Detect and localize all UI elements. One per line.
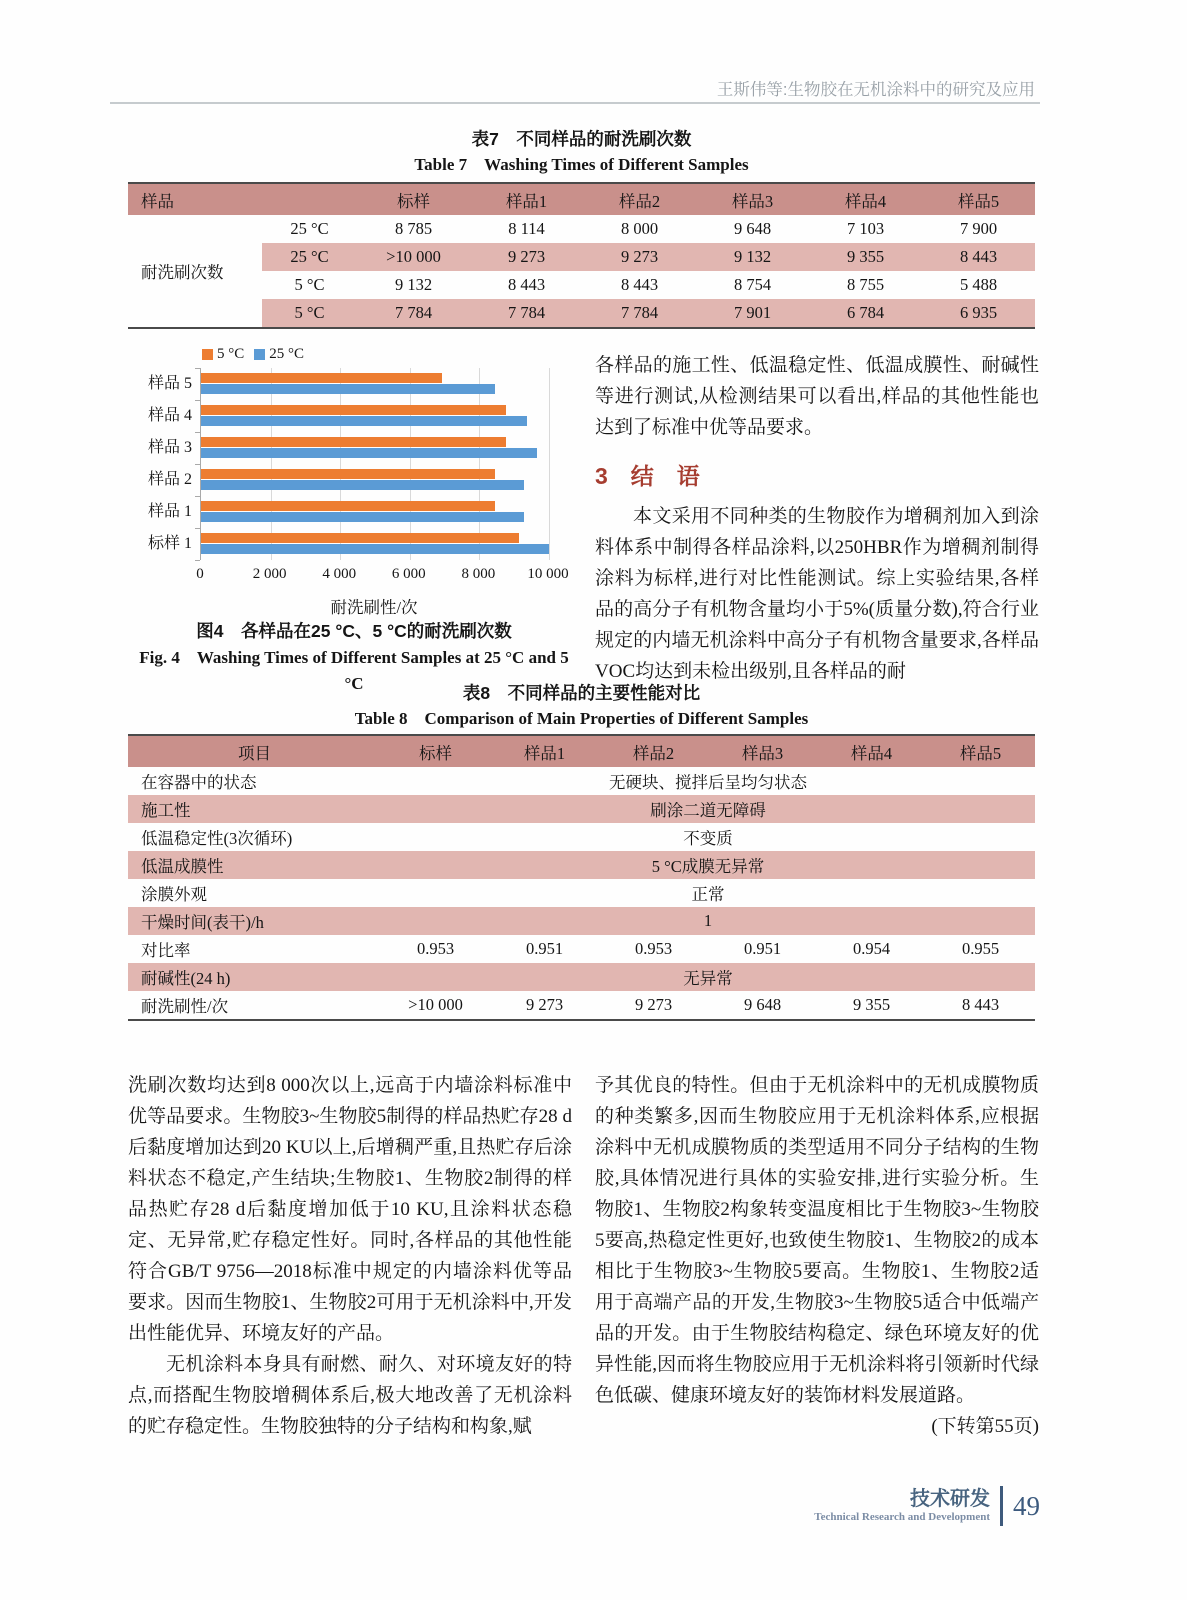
value-cell: 6 784 bbox=[809, 299, 922, 328]
label-cell: 干燥时间(表干)/h bbox=[128, 907, 381, 935]
x-tick-label: 10 000 bbox=[527, 566, 569, 582]
value-cell: 9 648 bbox=[743, 995, 782, 1014]
gridline bbox=[479, 368, 480, 560]
header-rule bbox=[110, 102, 1040, 104]
value-cell: 8 114 bbox=[508, 219, 545, 238]
legend-swatch bbox=[254, 349, 265, 360]
label-cell: 对比率 bbox=[141, 941, 191, 960]
figure-caption-en: Fig. 4 Washing Times of Different Samples at 25 °C and 5 °C bbox=[139, 648, 569, 693]
figure-caption-cn: 图4 各样品在25 °C、5 °C的耐洗刷次数 bbox=[196, 621, 512, 641]
value-cell: 8 754 bbox=[733, 275, 772, 294]
label-cell: 涂膜外观 bbox=[141, 885, 207, 904]
gridline bbox=[549, 368, 550, 560]
value-cell: 9 273 bbox=[583, 243, 696, 271]
legend-swatch bbox=[202, 349, 213, 360]
footer-divider bbox=[1000, 1486, 1003, 1526]
x-tick-label: 0 bbox=[196, 566, 204, 582]
table8-caption-cn: 表8 不同样品的主要性能对比 bbox=[462, 683, 701, 703]
span-value-cell: 5 °C成膜无异常 bbox=[381, 851, 1035, 879]
value-cell: 9 273 bbox=[470, 243, 583, 271]
legend-label: 25 °C bbox=[269, 346, 305, 362]
table-row bbox=[128, 183, 1035, 215]
value-cell: 0.951 bbox=[743, 939, 782, 958]
header-cell: 标样 bbox=[381, 735, 490, 767]
category-axis-tick bbox=[195, 560, 200, 561]
footer-section-en: Technical Research and Development bbox=[814, 1511, 990, 1523]
table-row bbox=[128, 767, 1035, 795]
chart-legend bbox=[202, 346, 304, 363]
table7-head bbox=[128, 183, 1035, 215]
category-axis-tick bbox=[195, 400, 200, 401]
table-row bbox=[128, 215, 1035, 243]
bar bbox=[201, 384, 495, 394]
span-value-cell: 刷涂二道无障碍 bbox=[381, 795, 1035, 823]
value-cell: >10 000 bbox=[408, 995, 463, 1014]
bar bbox=[201, 544, 549, 554]
page-number: 49 bbox=[1013, 1490, 1040, 1521]
bar bbox=[201, 437, 506, 447]
value-cell: 8 443 bbox=[922, 243, 1035, 271]
x-tick-label: 8 000 bbox=[461, 566, 496, 582]
value-cell: 9 355 bbox=[809, 243, 922, 271]
legend-item bbox=[254, 346, 304, 363]
legend-item bbox=[202, 346, 244, 363]
footer-section bbox=[814, 1488, 990, 1524]
value-cell: 9 132 bbox=[394, 275, 433, 294]
table-row bbox=[128, 299, 1035, 328]
paragraph-other-properties: 各样品的施工性、低温稳定性、低温成膜性、耐碱性等进行测试,从检测结果可以看出,样品的其他性能也达到了标准中优等品要求。 bbox=[595, 355, 1039, 438]
bar bbox=[201, 416, 527, 426]
table-row bbox=[128, 735, 1035, 767]
value-cell: 0.954 bbox=[852, 939, 891, 958]
bar bbox=[201, 448, 537, 458]
table7 bbox=[128, 182, 1035, 329]
label-cell: 施工性 bbox=[128, 795, 381, 823]
value-cell: 8 443 bbox=[620, 275, 659, 294]
value-cell: 7 784 bbox=[470, 299, 583, 328]
bar bbox=[201, 512, 524, 522]
x-tick-label: 4 000 bbox=[322, 566, 357, 582]
table8-caption bbox=[128, 680, 1035, 732]
table7-caption-cn: 表7 不同样品的耐洗刷次数 bbox=[471, 129, 692, 149]
header-cell: 样品2 bbox=[599, 735, 708, 767]
bar bbox=[201, 405, 506, 415]
table-row bbox=[128, 991, 1035, 1020]
paragraph-outlook bbox=[595, 1070, 1039, 1437]
header-cell: 样品5 bbox=[926, 735, 1035, 767]
category-label: 样品 4 bbox=[147, 407, 192, 424]
bar bbox=[201, 501, 495, 511]
footer-section-cn: 技术研发 bbox=[910, 1488, 990, 1510]
paragraph-wash-results: 洗刷次数均达到8 000次以上,远高于内墙涂料标准中优等品要求。生物胶3~生物胶5制得的样品热贮存28 d后黏度增加达到20 KU以上,后增稠严重,且热贮存后涂料状态不稳定,产生结块;生物胶1、生物胶2制得的样品热贮存28 d后黏度增加低于10 KU,且涂料状态稳定、无异常,贮存稳定性好。同时,各样品的其他性能符合GB/T 9756—2018标准中规定的内墙涂料优等品要求。因而生物胶1、生物胶2可用于无机涂料中,开发出性能优异、环境友好的产品。 bbox=[128, 1075, 572, 1344]
value-cell: 8 000 bbox=[620, 219, 659, 238]
category-label: 样品 1 bbox=[147, 503, 192, 520]
table-row bbox=[128, 935, 1035, 963]
bottom-left-column bbox=[128, 1070, 572, 1442]
value-cell: 9 355 bbox=[852, 995, 891, 1014]
x-axis-label: 耐洗刷性/次 bbox=[330, 598, 418, 617]
bottom-right-column bbox=[595, 1070, 1039, 1442]
value-cell: 0.955 bbox=[961, 939, 1000, 958]
value-cell: 9 648 bbox=[733, 219, 772, 238]
label-cell: 低温成膜性 bbox=[128, 851, 381, 879]
value-cell: 9 132 bbox=[696, 243, 809, 271]
value-cell: 8 785 bbox=[394, 219, 433, 238]
value-cell: 7 901 bbox=[696, 299, 809, 328]
header-cell: 标样 bbox=[357, 183, 470, 215]
value-cell: 7 784 bbox=[357, 299, 470, 328]
header-cell: 样品2 bbox=[583, 183, 696, 215]
value-cell: 0.953 bbox=[634, 939, 673, 958]
header-cell: 样品1 bbox=[470, 183, 583, 215]
category-label: 样品 2 bbox=[147, 471, 192, 488]
washing-times-chart bbox=[128, 342, 580, 693]
span-value-cell: 1 bbox=[381, 907, 1035, 935]
row-group-cell: 耐洗刷次数 bbox=[128, 215, 262, 328]
bar bbox=[201, 373, 442, 383]
gridline bbox=[271, 368, 272, 560]
table-row bbox=[128, 851, 1035, 879]
continuation-note: (下转第55页) bbox=[931, 1416, 1039, 1437]
table-row bbox=[128, 795, 1035, 823]
header-cell: 样品1 bbox=[490, 735, 599, 767]
category-axis-tick bbox=[195, 496, 200, 497]
header-cell: 样品4 bbox=[817, 735, 926, 767]
x-tick-label: 6 000 bbox=[391, 566, 426, 582]
value-cell: 7 784 bbox=[583, 299, 696, 328]
table8-body bbox=[128, 767, 1035, 1020]
value-cell: 0.951 bbox=[525, 939, 564, 958]
value-cell: >10 000 bbox=[357, 243, 470, 271]
value-cell: 7 103 bbox=[846, 219, 885, 238]
value-cell: 6 935 bbox=[922, 299, 1035, 328]
label-cell: 在容器中的状态 bbox=[141, 773, 257, 792]
section-heading-conclusion: 3 结 语 bbox=[595, 463, 700, 489]
bar bbox=[201, 469, 495, 479]
value-cell: 7 900 bbox=[959, 219, 998, 238]
x-tick-label: 2 000 bbox=[252, 566, 287, 582]
value-cell: 5 488 bbox=[959, 275, 998, 294]
table-row bbox=[128, 823, 1035, 851]
gridline bbox=[410, 368, 411, 560]
category-label: 样品 3 bbox=[147, 439, 192, 456]
value-cell: 9 273 bbox=[525, 995, 564, 1014]
table7-caption bbox=[128, 126, 1035, 178]
table-row bbox=[128, 907, 1035, 935]
header-cell: 样品 bbox=[128, 183, 357, 215]
header-cell: 样品5 bbox=[922, 183, 1035, 215]
legend-label: 5 °C bbox=[217, 346, 245, 362]
header-cell: 样品3 bbox=[696, 183, 809, 215]
table7-body bbox=[128, 215, 1035, 328]
span-value-cell: 无异常 bbox=[381, 963, 1035, 991]
category-label: 标样 1 bbox=[147, 535, 192, 552]
table8-caption-en: Table 8 Comparison of Main Properties of Different Samples bbox=[354, 709, 809, 728]
table-row bbox=[128, 879, 1035, 907]
table8 bbox=[128, 734, 1035, 1021]
category-axis-tick bbox=[195, 528, 200, 529]
category-axis-tick bbox=[195, 368, 200, 369]
category-axis-tick bbox=[195, 432, 200, 433]
category-label: 样品 5 bbox=[147, 375, 192, 392]
value-cell: 8 443 bbox=[507, 275, 546, 294]
table-row bbox=[128, 271, 1035, 299]
paragraph-conclusion: 本文采用不同种类的生物胶作为增稠剂加入到涂料体系中制得各样品涂料,以250HBR作为增稠剂制得涂料为标样,进行对比性能测试。综上实验结果,各样品的高分子有机物含量均小于5%(质量分数),符合行业规定的内墙无机涂料中高分子有机物含量要求,各样品VOC均达到未检出级别,且各样品的耐 bbox=[595, 506, 1039, 682]
paragraph-outlook-text: 予其优良的特性。但由于无机涂料中的无机成膜物质的种类繁多,因而生物胶应用于无机涂料体系,应根据涂料中无机成膜物质的类型适用不同分子结构的生物胶,具体情况进行具体的实验安排,进行实验分析。生物胶1、生物胶2构象转变温度相比于生物胶3~生物胶5要高,热稳定性更好,也致使生物胶1、生物胶2的成本相比于生物胶3~生物胶5要高。生物胶1、生物胶2适用于高端产品的开发,生物胶3~生物胶5适合中低端产品的开发。由于生物胶结构稳定、绿色环境友好的优异性能,因而将生物胶应用于无机涂料将引领新时代绿色低碳、健康环境友好的装饰材料发展道路。 bbox=[595, 1075, 1039, 1406]
header-cell: 样品3 bbox=[708, 735, 817, 767]
label-cell: 耐洗刷性/次 bbox=[141, 997, 229, 1016]
span-value-cell: 不变质 bbox=[683, 829, 733, 848]
page-footer bbox=[790, 1486, 1040, 1526]
value-cell: 8 755 bbox=[846, 275, 885, 294]
temp-cell: 25 °C bbox=[290, 219, 329, 238]
temp-cell: 25 °C bbox=[262, 243, 357, 271]
table7-caption-en: Table 7 Washing Times of Different Samples bbox=[414, 155, 749, 174]
header-cell: 项目 bbox=[128, 735, 381, 767]
temp-cell: 5 °C bbox=[262, 299, 357, 328]
category-axis-tick bbox=[195, 464, 200, 465]
running-header: 王斯伟等:生物胶在无机涂料中的研究及应用 bbox=[716, 81, 1035, 99]
value-cell: 9 273 bbox=[634, 995, 673, 1014]
table-row bbox=[128, 963, 1035, 991]
label-cell: 低温稳定性(3次循环) bbox=[141, 829, 293, 848]
table8-head bbox=[128, 735, 1035, 767]
table-row bbox=[128, 243, 1035, 271]
paragraph-inorganic-coating: 无机涂料本身具有耐燃、耐久、对环境友好的特点,而搭配生物胶增稠体系后,极大地改善了无机涂料的贮存稳定性。生物胶独特的分子结构和构象,赋 bbox=[128, 1354, 572, 1437]
label-cell: 耐碱性(24 h) bbox=[128, 963, 381, 991]
value-cell: 0.953 bbox=[416, 939, 455, 958]
temp-cell: 5 °C bbox=[294, 275, 325, 294]
right-column-top bbox=[595, 350, 1039, 687]
bar bbox=[201, 480, 524, 490]
gridline bbox=[340, 368, 341, 560]
span-value-cell: 正常 bbox=[691, 885, 725, 904]
value-cell: 8 443 bbox=[961, 995, 1000, 1014]
header-cell: 样品4 bbox=[809, 183, 922, 215]
chart-plot-area bbox=[200, 368, 549, 560]
span-value-cell: 无硬块、搅拌后呈均匀状态 bbox=[609, 773, 807, 792]
bar bbox=[201, 533, 519, 543]
